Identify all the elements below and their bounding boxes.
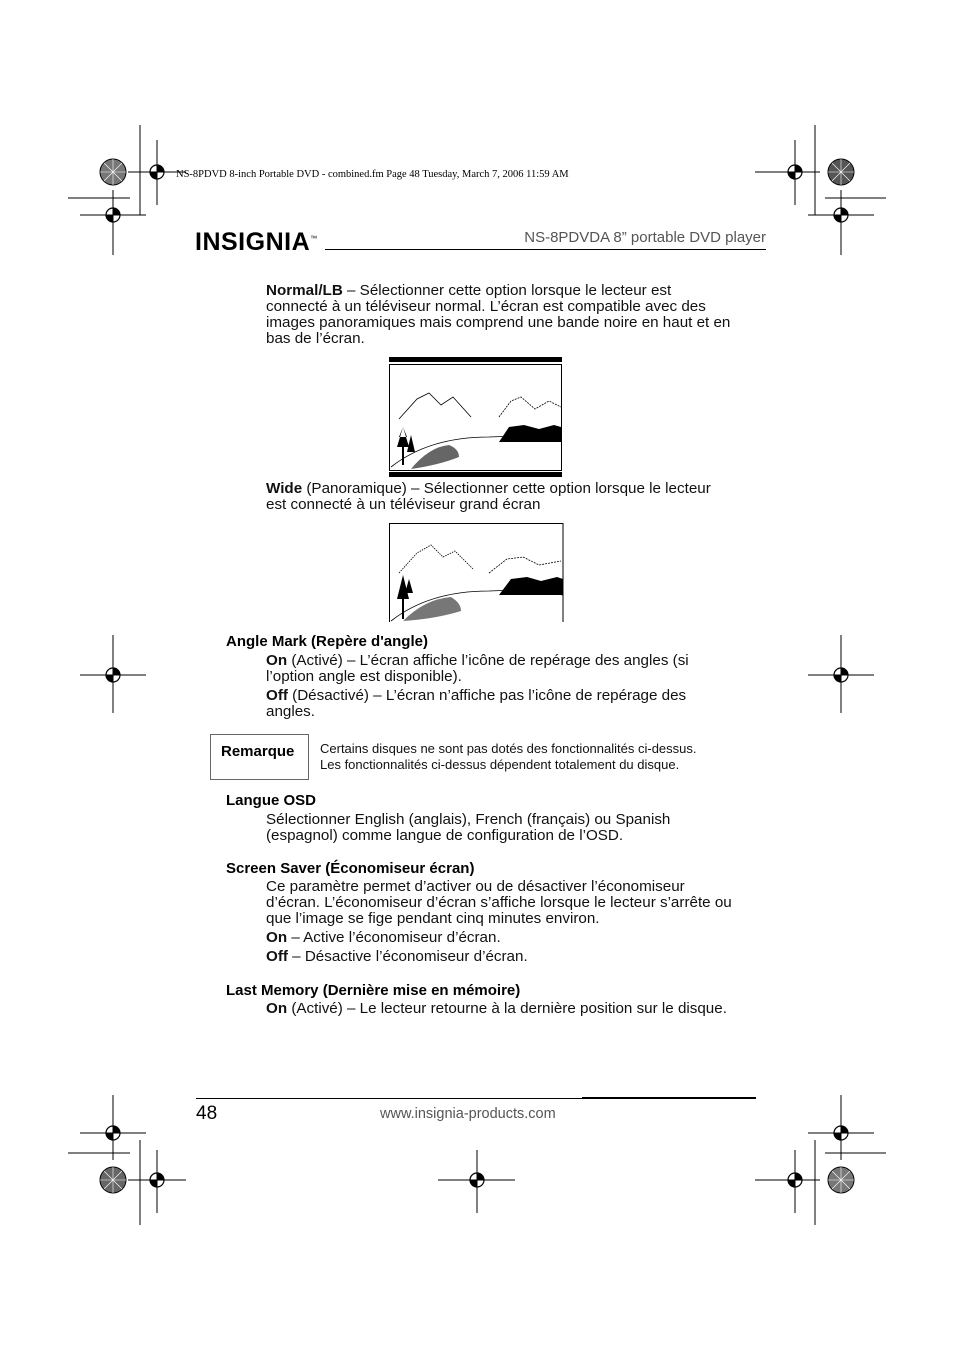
wide-line-2: est connecté à un téléviseur grand écran — [266, 496, 541, 513]
wide-term: Wide — [266, 480, 303, 497]
angle-mark-on-line-2: l’option angle est disponible). — [266, 668, 462, 685]
screen-saver-off-text: – Désactive l’économiseur d’écran. — [287, 948, 528, 965]
angle-mark-on-term: On — [266, 652, 288, 669]
insignia-logo — [195, 228, 318, 257]
langue-osd-line-2: (espagnol) comme langue de configuration de l’OSD. — [266, 827, 624, 844]
widescreen-illustration — [389, 523, 564, 622]
wide-paragraph — [266, 481, 766, 513]
normal-lb-line-3: images panoramiques mais comprend une bande noire en haut et en — [266, 314, 731, 331]
normal-lb-text: – Sélectionner cette option lorsque le lecteur est — [342, 282, 672, 299]
logo-tm: ™ — [310, 235, 318, 243]
screen-saver-off — [266, 949, 766, 965]
langue-osd-line-1: Sélectionner English (anglais), French (français) ou Spanish — [266, 811, 671, 828]
last-memory-on-term: On — [266, 1000, 288, 1017]
last-memory-on-text: (Activé) – Le lecteur retourne à la dernière position sur le disque. — [287, 1000, 727, 1017]
angle-mark-off-term: Off — [266, 687, 288, 704]
angle-mark-off-text: (Désactivé) – L’écran n’affiche pas l’icône de repérage des — [287, 687, 687, 704]
note-line-2: Les fonctionnalités ci-dessus dépendent totalement du disque. — [320, 757, 680, 772]
screen-saver-line-3: que l’image se fige pendant cinq minutes environ. — [266, 910, 600, 927]
note-line-1: Certains disques ne sont pas dotés des fonctionnalités ci-dessus. — [320, 741, 697, 756]
angle-mark-on-line-1 — [266, 653, 766, 669]
footer-url[interactable]: www.insignia-products.com — [380, 1106, 556, 1122]
note-text — [320, 741, 697, 773]
normal-lb-line-2: connecté à un téléviseur normal. L’écran est compatible avec des — [266, 298, 706, 315]
langue-osd-heading: Langue OSD — [226, 792, 317, 809]
last-memory-on — [266, 1001, 766, 1017]
screen-saver-on — [266, 930, 766, 946]
normal-lb-line-4: bas de l’écran. — [266, 330, 365, 347]
screen-saver-paragraph — [266, 879, 766, 927]
page-number: 48 — [196, 1103, 218, 1124]
angle-mark-heading: Angle Mark (Repère d'angle) — [226, 633, 428, 650]
normal-lb-paragraph — [266, 283, 766, 347]
header-rule — [325, 249, 766, 250]
angle-mark-on-text: (Activé) – L’écran affiche l’icône de repérage des angles (si — [287, 652, 689, 669]
logo-text: INSIGNIA — [195, 228, 311, 256]
normal-lb-line-1 — [266, 283, 766, 299]
screen-saver-on-term: On — [266, 929, 288, 946]
screen-saver-off-term: Off — [266, 948, 288, 965]
angle-mark-off-line-2: angles. — [266, 703, 315, 720]
screen-saver-on-text: – Active l’économiseur d’écran. — [287, 929, 501, 946]
angle-mark-off-line-1 — [266, 688, 766, 704]
normal-lb-term: Normal/LB — [266, 282, 343, 299]
header-title: NS-8PDVDA 8” portable DVD player — [524, 229, 766, 246]
note-label: Remarque — [221, 743, 295, 760]
screen-saver-line-2: d’écran. L’économiseur d’écran s’affiche lorsque le lecteur s’arrête ou — [266, 894, 732, 911]
print-header: NS-8PDVD 8-inch Portable DVD - combined.fm Page 48 Tuesday, March 7, 2006 11:59 AM — [176, 169, 569, 180]
screen-saver-line-1: Ce paramètre permet d’activer ou de désactiver l’économiseur — [266, 878, 685, 895]
last-memory-heading: Last Memory (Dernière mise en mémoire) — [226, 982, 521, 999]
screen-saver-heading: Screen Saver (Économiseur écran) — [226, 860, 475, 877]
footer-rule-thick — [582, 1097, 756, 1099]
angle-mark-off-paragraph — [266, 688, 766, 720]
angle-mark-on-paragraph — [266, 653, 766, 685]
wide-line-1 — [266, 481, 766, 497]
wide-text: (Panoramique) – Sélectionner cette option lorsque le lecteur — [302, 480, 711, 497]
langue-osd-paragraph — [266, 812, 766, 844]
letterbox-illustration — [389, 357, 563, 477]
